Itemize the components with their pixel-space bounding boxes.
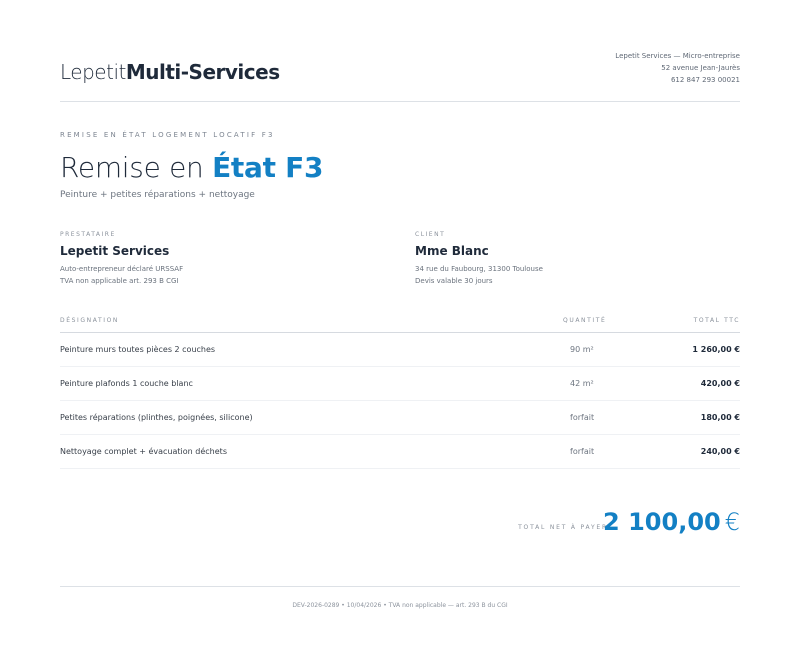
logo-bold-text: Multi-Services	[125, 60, 280, 84]
quote-table	[60, 310, 740, 469]
row-total: 180,00 €	[700, 413, 740, 422]
row-total: 240,00 €	[700, 447, 740, 456]
document-subtitle: Peinture + petites réparations + nettoyage	[60, 190, 255, 200]
row-description: Nettoyage complet + évacuation déchets	[60, 447, 227, 456]
client-line-address: 34 rue du Faubourg, 31300 Toulouse	[415, 265, 543, 273]
row-quantity: forfait	[570, 413, 595, 422]
company-line-address: 52 avenue Jean-Jaurès	[661, 64, 740, 72]
row-quantity: 42 m²	[570, 379, 594, 388]
header-description: DÉSIGNATION	[60, 317, 120, 324]
table-row	[60, 333, 740, 367]
provider-name: Lepetit Services	[60, 244, 170, 258]
client-name: Mme Blanc	[415, 244, 489, 258]
header-total: TOTAL TTC	[693, 317, 740, 324]
client-line-validity: Devis valable 30 jours	[415, 277, 493, 285]
company-details	[615, 50, 740, 86]
footer-note: DEV-2026-0289 • 10/04/2026 • TVA non applicable — art. 293 B du CGI	[292, 602, 508, 609]
table-header	[60, 310, 740, 333]
company-line-name: Lepetit Services — Micro-entreprise	[615, 52, 740, 60]
title-accent-text: État F3	[212, 151, 324, 184]
company-logo	[60, 59, 280, 85]
client-block	[415, 231, 543, 287]
document-eyebrow: REMISE EN ÉTAT LOGEMENT LOCATIF F3	[60, 131, 275, 139]
row-quantity: forfait	[570, 447, 595, 456]
header-quantity: QUANTITÉ	[563, 317, 607, 324]
page-header	[60, 0, 740, 102]
total-number: 2 100,00	[603, 508, 721, 536]
title-plain-text: Remise en	[60, 151, 204, 184]
row-quantity: 90 m²	[570, 345, 594, 354]
footer-divider	[60, 586, 740, 587]
total-label: TOTAL NET À PAYER	[518, 524, 608, 531]
provider-line-vat: TVA non applicable art. 293 B CGI	[60, 277, 179, 285]
table-row	[60, 367, 740, 401]
row-total: 1 260,00 €	[692, 345, 740, 354]
document-title	[60, 148, 323, 188]
logo-light-text: Lepetit	[60, 60, 126, 84]
table-row	[60, 435, 740, 469]
client-label: CLIENT	[415, 231, 446, 238]
provider-label: PRESTATAIRE	[60, 231, 116, 238]
row-description: Peinture murs toutes pièces 2 couches	[60, 345, 216, 354]
row-description: Petites réparations (plinthes, poignées, silicone)	[60, 413, 253, 422]
row-total: 420,00 €	[700, 379, 740, 388]
company-line-siret: 612 847 293 00021	[670, 76, 740, 84]
provider-line-status: Auto-entrepreneur déclaré URSSAF	[60, 265, 184, 273]
table-row	[60, 401, 740, 435]
row-description: Peinture plafonds 1 couche blanc	[60, 379, 193, 388]
provider-block	[60, 231, 183, 287]
currency-symbol: €	[724, 508, 740, 536]
total-amount	[603, 505, 740, 539]
